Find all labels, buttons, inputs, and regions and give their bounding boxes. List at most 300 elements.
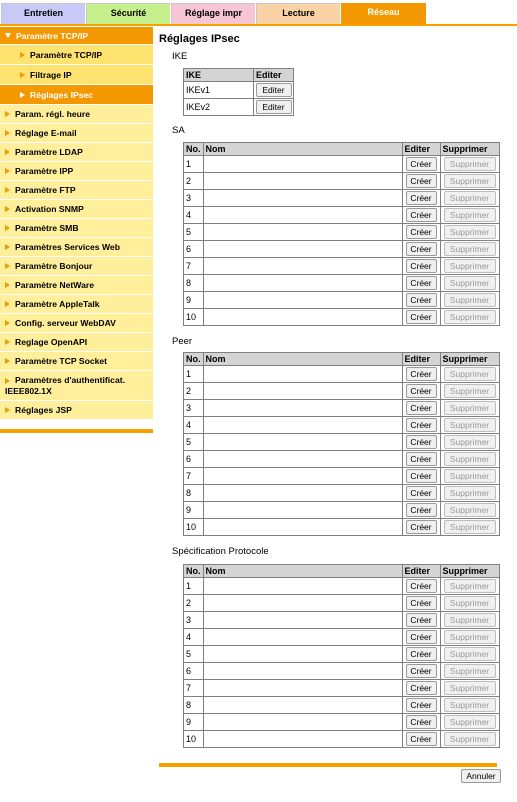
- table-row: [184, 714, 500, 731]
- column-header-no: No.: [184, 353, 204, 366]
- create-button[interactable]: Créer: [406, 596, 437, 610]
- create-button[interactable]: Créer: [406, 613, 437, 627]
- tab-label: Entretien: [23, 8, 63, 18]
- delete-button[interactable]: Supprimer: [444, 630, 496, 644]
- table-row: [184, 417, 500, 434]
- delete-button[interactable]: Supprimer: [444, 452, 496, 466]
- create-button[interactable]: Créer: [406, 367, 437, 381]
- sidebar-item-netware[interactable]: [0, 276, 153, 295]
- sidebar-item-label: Réglages IPsec: [30, 89, 94, 100]
- row-number: 8: [184, 485, 204, 502]
- create-button[interactable]: Créer: [406, 503, 437, 517]
- create-button[interactable]: Créer: [406, 486, 437, 500]
- column-header-nom: Nom: [203, 565, 402, 578]
- create-button[interactable]: Créer: [406, 681, 437, 695]
- sidebar-subitem-ipsec[interactable]: [0, 85, 153, 105]
- delete-cell: [440, 629, 499, 646]
- delete-cell: [440, 366, 499, 383]
- delete-cell: [440, 714, 499, 731]
- delete-button[interactable]: Supprimer: [444, 259, 496, 273]
- row-number: 4: [184, 629, 204, 646]
- table-row: [184, 224, 500, 241]
- arrow-right-icon: [5, 206, 10, 212]
- sidebar-item-time[interactable]: [0, 105, 153, 124]
- table-row: [184, 680, 500, 697]
- ike-version-cell: IKEv2: [184, 99, 254, 116]
- table-row: [184, 578, 500, 595]
- create-cell: [402, 451, 440, 468]
- delete-button[interactable]: Supprimer: [444, 401, 496, 415]
- ike-table: [183, 68, 294, 116]
- tab-bar: [0, 0, 517, 26]
- delete-button[interactable]: Supprimer: [444, 596, 496, 610]
- create-cell: [402, 434, 440, 451]
- sidebar-item-label: Paramètre AppleTalk: [15, 299, 100, 309]
- name-cell: [203, 292, 402, 309]
- create-button[interactable]: Créer: [406, 647, 437, 661]
- column-header-delete: Supprimer: [440, 565, 499, 578]
- sidebar-item-label: Paramètres Services Web: [15, 242, 120, 252]
- name-cell: [203, 595, 402, 612]
- table-row: [184, 292, 500, 309]
- arrow-right-icon: [5, 407, 10, 413]
- cancel-button[interactable]: Annuler: [461, 769, 501, 783]
- table-row: [184, 275, 500, 292]
- delete-cell: [440, 224, 499, 241]
- create-cell: [402, 680, 440, 697]
- name-cell: [203, 629, 402, 646]
- sidebar-item-label: Paramètre Bonjour: [15, 261, 93, 271]
- column-header-edit: Editer: [402, 353, 440, 366]
- delete-cell: [440, 578, 499, 595]
- tab-lecture[interactable]: [256, 3, 340, 24]
- column-header-edit: Editer: [402, 565, 440, 578]
- delete-button[interactable]: Supprimer: [444, 469, 496, 483]
- edit-button[interactable]: Editer: [256, 100, 292, 114]
- create-button[interactable]: Créer: [406, 242, 437, 256]
- create-cell: [402, 309, 440, 326]
- tab-entretien[interactable]: [1, 3, 85, 24]
- tab-securite[interactable]: [86, 3, 170, 24]
- table-row: [184, 519, 500, 536]
- create-cell: [402, 612, 440, 629]
- table-row: [184, 400, 500, 417]
- create-button[interactable]: Créer: [406, 715, 437, 729]
- delete-button[interactable]: Supprimer: [444, 191, 496, 205]
- sidebar-subitem-ip-filter[interactable]: [0, 65, 153, 85]
- row-number: 10: [184, 731, 204, 748]
- tab-label: Sécurité: [110, 8, 147, 18]
- create-button[interactable]: Créer: [406, 384, 437, 398]
- table-row: [184, 309, 500, 326]
- delete-cell: [440, 241, 499, 258]
- edit-cell: [254, 82, 294, 99]
- delete-cell: [440, 612, 499, 629]
- column-header: IKE: [184, 69, 254, 82]
- delete-cell: [440, 173, 499, 190]
- name-cell: [203, 731, 402, 748]
- row-number: 7: [184, 258, 204, 275]
- name-cell: [203, 646, 402, 663]
- arrow-right-icon: [5, 111, 10, 117]
- row-number: 5: [184, 434, 204, 451]
- arrow-right-icon: [20, 72, 25, 78]
- delete-cell: [440, 258, 499, 275]
- create-cell: [402, 519, 440, 536]
- delete-cell: [440, 680, 499, 697]
- create-button[interactable]: Créer: [406, 276, 437, 290]
- delete-cell: [440, 663, 499, 680]
- delete-button[interactable]: Supprimer: [444, 613, 496, 627]
- edit-cell: [254, 99, 294, 116]
- sidebar-item-tcpip[interactable]: [0, 27, 153, 45]
- create-cell: [402, 173, 440, 190]
- create-button[interactable]: Créer: [406, 435, 437, 449]
- table-row: [184, 383, 500, 400]
- table-row: [184, 595, 500, 612]
- delete-cell: [440, 519, 499, 536]
- name-cell: [203, 612, 402, 629]
- name-cell: [203, 383, 402, 400]
- row-number: 5: [184, 646, 204, 663]
- sidebar-item-ipp[interactable]: [0, 162, 153, 181]
- delete-button[interactable]: Supprimer: [444, 418, 496, 432]
- tab-label: Réglage impr: [184, 8, 242, 18]
- sidebar-item-label: Paramètre LDAP: [15, 147, 83, 157]
- sidebar-item-openapi[interactable]: [0, 333, 153, 352]
- table-row: [184, 502, 500, 519]
- table-row: [184, 156, 500, 173]
- create-cell: [402, 156, 440, 173]
- name-cell: [203, 156, 402, 173]
- footer-bar: [159, 763, 497, 767]
- name-cell: [203, 697, 402, 714]
- sidebar-item-ieee8021x[interactable]: [0, 371, 153, 401]
- create-cell: [402, 697, 440, 714]
- sidebar-item-label: Paramètre SMB: [15, 223, 79, 233]
- table-row: [184, 434, 500, 451]
- name-cell: [203, 224, 402, 241]
- name-cell: [203, 519, 402, 536]
- delete-button[interactable]: Supprimer: [444, 242, 496, 256]
- delete-button[interactable]: Supprimer: [444, 384, 496, 398]
- table-header-row: [184, 143, 500, 156]
- column-header-delete: Supprimer: [440, 143, 499, 156]
- delete-button[interactable]: Supprimer: [444, 664, 496, 678]
- table-row: [184, 468, 500, 485]
- create-cell: [402, 578, 440, 595]
- sidebar-item-label-line2: IEEE802.1X: [5, 386, 52, 396]
- delete-cell: [440, 275, 499, 292]
- row-number: 7: [184, 468, 204, 485]
- sidebar: [0, 27, 153, 420]
- delete-cell: [440, 731, 499, 748]
- table-row: [184, 612, 500, 629]
- sidebar-item-label: Reglage OpenAPI: [15, 337, 88, 347]
- sidebar-item-webdav[interactable]: [0, 314, 153, 333]
- arrow-right-icon: [5, 130, 10, 136]
- table-row: [184, 485, 500, 502]
- row-number: 3: [184, 612, 204, 629]
- protocol-table: [183, 564, 500, 748]
- tab-reglage-impr[interactable]: [171, 3, 255, 24]
- create-cell: [402, 241, 440, 258]
- sa-table: [183, 142, 500, 326]
- create-cell: [402, 207, 440, 224]
- delete-button[interactable]: Supprimer: [444, 732, 496, 746]
- row-number: 6: [184, 663, 204, 680]
- name-cell: [203, 434, 402, 451]
- create-button[interactable]: Créer: [406, 174, 437, 188]
- create-cell: [402, 663, 440, 680]
- name-cell: [203, 275, 402, 292]
- name-cell: [203, 207, 402, 224]
- name-cell: [203, 502, 402, 519]
- column-header-delete: Supprimer: [440, 353, 499, 366]
- name-cell: [203, 241, 402, 258]
- delete-cell: [440, 595, 499, 612]
- row-number: 10: [184, 519, 204, 536]
- sidebar-item-label-line1: Paramètres d'authentificat.: [15, 375, 125, 385]
- delete-cell: [440, 383, 499, 400]
- table-row: [184, 663, 500, 680]
- row-number: 8: [184, 275, 204, 292]
- sidebar-item-label: Paramètre TCP/IP: [30, 49, 103, 60]
- delete-button[interactable]: Supprimer: [444, 310, 496, 324]
- sidebar-item-ldap[interactable]: [0, 143, 153, 162]
- name-cell: [203, 468, 402, 485]
- create-cell: [402, 595, 440, 612]
- delete-button[interactable]: Supprimer: [444, 486, 496, 500]
- table-row: [184, 629, 500, 646]
- sidebar-item-snmp[interactable]: [0, 200, 153, 219]
- create-cell: [402, 502, 440, 519]
- create-cell: [402, 190, 440, 207]
- name-cell: [203, 451, 402, 468]
- name-cell: [203, 485, 402, 502]
- sidebar-item-label: [5, 375, 125, 397]
- table-row: [184, 451, 500, 468]
- peer-table: [183, 352, 500, 536]
- create-button[interactable]: Créer: [406, 157, 437, 171]
- sidebar-item-label: Activation SNMP: [15, 204, 84, 214]
- create-cell: [402, 224, 440, 241]
- sidebar-item-label: Config. serveur WebDAV: [15, 318, 116, 328]
- arrow-right-icon: [5, 358, 10, 364]
- create-button[interactable]: Créer: [406, 698, 437, 712]
- table-row: [184, 258, 500, 275]
- create-button[interactable]: Créer: [406, 630, 437, 644]
- table-row: [184, 207, 500, 224]
- row-number: 5: [184, 224, 204, 241]
- sidebar-item-label: Filtrage IP: [30, 69, 72, 80]
- name-cell: [203, 173, 402, 190]
- create-cell: [402, 275, 440, 292]
- arrow-right-icon: [5, 225, 10, 231]
- create-cell: [402, 383, 440, 400]
- name-cell: [203, 663, 402, 680]
- create-cell: [402, 714, 440, 731]
- create-cell: [402, 400, 440, 417]
- create-button[interactable]: Créer: [406, 293, 437, 307]
- delete-button[interactable]: Supprimer: [444, 698, 496, 712]
- delete-cell: [440, 309, 499, 326]
- row-number: 1: [184, 156, 204, 173]
- sidebar-item-label: Paramètre TCP Socket: [15, 356, 108, 366]
- row-number: 9: [184, 714, 204, 731]
- row-number: 2: [184, 595, 204, 612]
- sidebar-item-label: Param. régl. heure: [15, 109, 90, 119]
- delete-cell: [440, 697, 499, 714]
- row-number: 4: [184, 417, 204, 434]
- table-row: [184, 99, 294, 116]
- create-cell: [402, 731, 440, 748]
- delete-button[interactable]: Supprimer: [444, 647, 496, 661]
- column-header: Editer: [254, 69, 294, 82]
- table-row: [184, 173, 500, 190]
- arrow-right-icon: [20, 52, 25, 58]
- table-row: [184, 697, 500, 714]
- delete-cell: [440, 190, 499, 207]
- table-header-row: [184, 565, 500, 578]
- sidebar-item-appletalk[interactable]: [0, 295, 153, 314]
- column-header-edit: Editer: [402, 143, 440, 156]
- arrow-right-icon: [5, 378, 10, 384]
- create-cell: [402, 646, 440, 663]
- create-button[interactable]: Créer: [406, 191, 437, 205]
- delete-button[interactable]: Supprimer: [444, 225, 496, 239]
- section-label-peer: Peer: [172, 336, 193, 347]
- section-label-ike: IKE: [172, 51, 188, 62]
- sidebar-item-label: Paramètre FTP: [15, 185, 76, 195]
- sidebar-item-label: Paramètre TCP/IP: [16, 30, 89, 41]
- name-cell: [203, 680, 402, 697]
- create-button[interactable]: Créer: [406, 225, 437, 239]
- row-number: 7: [184, 680, 204, 697]
- edit-button[interactable]: Editer: [256, 83, 292, 97]
- delete-button[interactable]: Supprimer: [444, 715, 496, 729]
- delete-cell: [440, 468, 499, 485]
- table-row: [184, 646, 500, 663]
- sidebar-item-web-services[interactable]: [0, 238, 153, 257]
- sidebar-item-label: Paramètre NetWare: [15, 280, 94, 290]
- tab-underline: [0, 24, 517, 26]
- row-number: 3: [184, 190, 204, 207]
- delete-button[interactable]: Supprimer: [444, 293, 496, 307]
- create-button[interactable]: Créer: [406, 259, 437, 273]
- arrow-right-icon: [20, 92, 25, 98]
- delete-cell: [440, 292, 499, 309]
- name-cell: [203, 190, 402, 207]
- tab-reseau[interactable]: [341, 3, 426, 24]
- table-row: [184, 731, 500, 748]
- delete-cell: [440, 502, 499, 519]
- table-header-row: [184, 353, 500, 366]
- section-label-sa: SA: [172, 125, 185, 136]
- table-row: [184, 241, 500, 258]
- create-button[interactable]: Créer: [406, 732, 437, 746]
- sidebar-item-label: Réglage E-mail: [15, 128, 77, 138]
- arrow-right-icon: [5, 301, 10, 307]
- create-button[interactable]: Créer: [406, 418, 437, 432]
- row-number: 2: [184, 173, 204, 190]
- row-number: 10: [184, 309, 204, 326]
- arrow-right-icon: [5, 282, 10, 288]
- row-number: 1: [184, 366, 204, 383]
- create-button[interactable]: Créer: [406, 208, 437, 222]
- row-number: 9: [184, 292, 204, 309]
- create-button[interactable]: Créer: [406, 664, 437, 678]
- column-header-no: No.: [184, 565, 204, 578]
- sidebar-item-email[interactable]: [0, 124, 153, 143]
- delete-cell: [440, 156, 499, 173]
- create-button[interactable]: Créer: [406, 452, 437, 466]
- delete-cell: [440, 451, 499, 468]
- table-row: [184, 366, 500, 383]
- sidebar-subitem-tcpip[interactable]: [0, 45, 153, 65]
- row-number: 4: [184, 207, 204, 224]
- arrow-right-icon: [5, 320, 10, 326]
- create-button[interactable]: Créer: [406, 469, 437, 483]
- create-cell: [402, 629, 440, 646]
- create-button[interactable]: Créer: [406, 310, 437, 324]
- delete-button[interactable]: Supprimer: [444, 520, 496, 534]
- arrow-right-icon: [5, 187, 10, 193]
- sidebar-item-ftp[interactable]: [0, 181, 153, 200]
- name-cell: [203, 258, 402, 275]
- column-header-nom: Nom: [203, 143, 402, 156]
- sidebar-item-label: Paramètre IPP: [15, 166, 74, 176]
- page-title: Réglages IPsec: [159, 33, 240, 45]
- create-button[interactable]: Créer: [406, 579, 437, 593]
- table-header-row: [184, 69, 294, 82]
- sidebar-item-tcp-socket[interactable]: [0, 352, 153, 371]
- create-cell: [402, 258, 440, 275]
- name-cell: [203, 714, 402, 731]
- sidebar-item-smb[interactable]: [0, 219, 153, 238]
- delete-button[interactable]: Supprimer: [444, 681, 496, 695]
- delete-button[interactable]: Supprimer: [444, 174, 496, 188]
- tab-label: Lecture: [282, 8, 315, 18]
- arrow-right-icon: [5, 263, 10, 269]
- row-number: 3: [184, 400, 204, 417]
- delete-button[interactable]: Supprimer: [444, 503, 496, 517]
- delete-button[interactable]: Supprimer: [444, 276, 496, 290]
- delete-button[interactable]: Supprimer: [444, 208, 496, 222]
- create-cell: [402, 468, 440, 485]
- create-button[interactable]: Créer: [406, 401, 437, 415]
- name-cell: [203, 309, 402, 326]
- delete-cell: [440, 434, 499, 451]
- sidebar-item-jsp[interactable]: [0, 401, 153, 420]
- row-number: 6: [184, 451, 204, 468]
- delete-button[interactable]: Supprimer: [444, 435, 496, 449]
- create-button[interactable]: Créer: [406, 520, 437, 534]
- arrow-right-icon: [5, 149, 10, 155]
- create-cell: [402, 417, 440, 434]
- sidebar-item-bonjour[interactable]: [0, 257, 153, 276]
- delete-button[interactable]: Supprimer: [444, 579, 496, 593]
- create-cell: [402, 366, 440, 383]
- section-label-protocol: Spécification Protocole: [172, 546, 269, 557]
- column-header-nom: Nom: [203, 353, 402, 366]
- delete-button[interactable]: Supprimer: [444, 157, 496, 171]
- table-row: [184, 82, 294, 99]
- column-header-no: No.: [184, 143, 204, 156]
- delete-button[interactable]: Supprimer: [444, 367, 496, 381]
- tab-label: Réseau: [367, 7, 400, 17]
- delete-cell: [440, 207, 499, 224]
